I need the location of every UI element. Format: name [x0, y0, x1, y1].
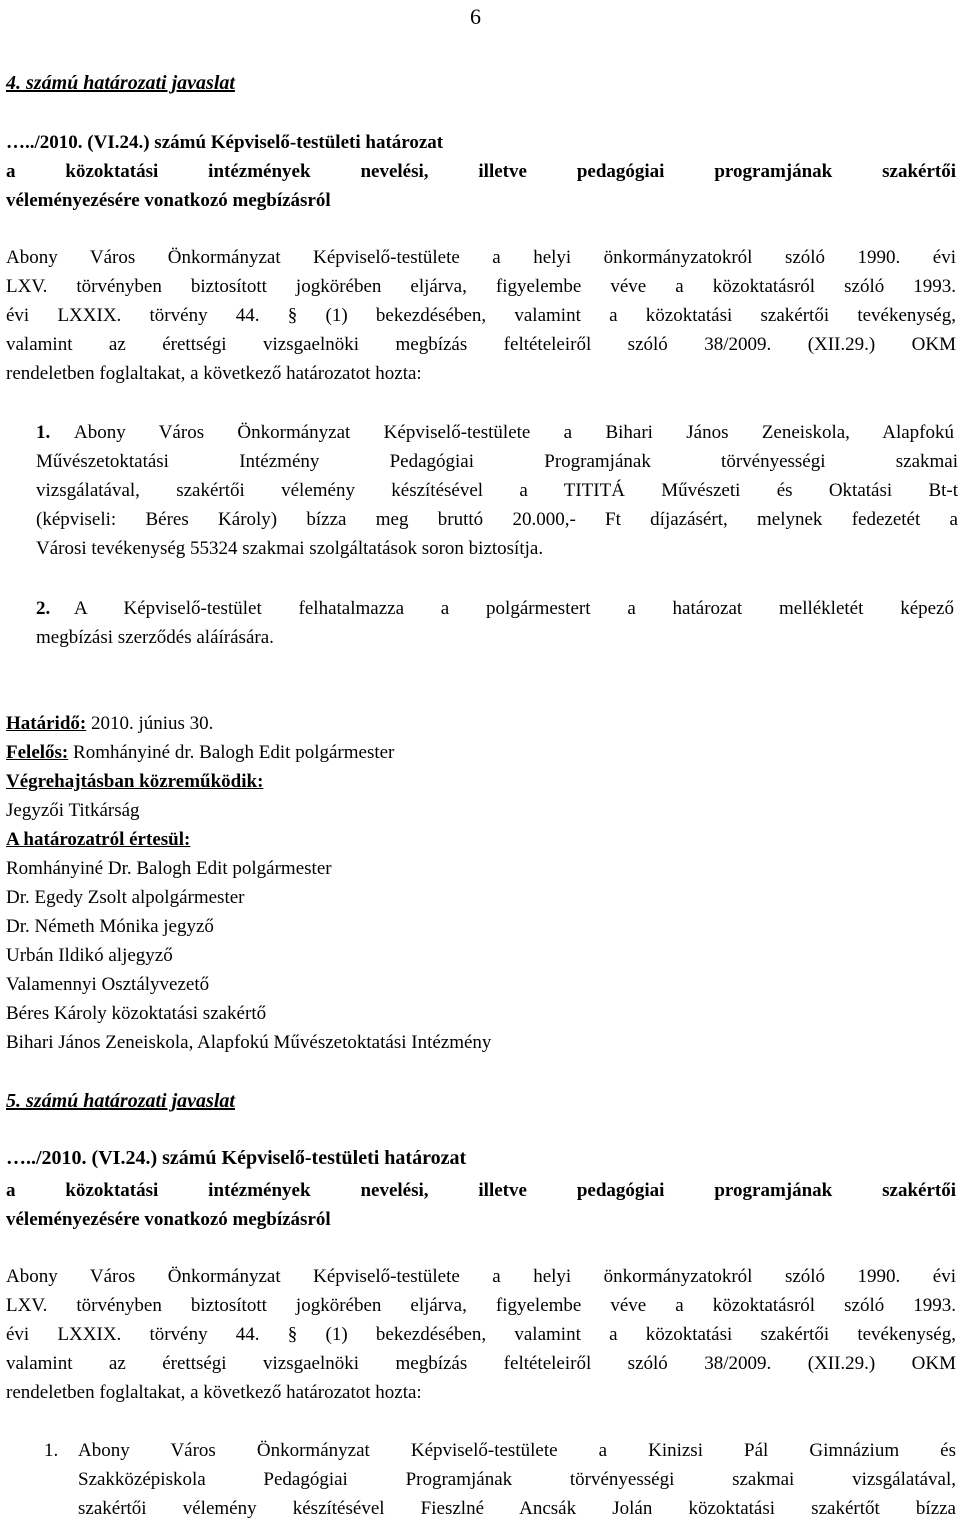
section4-title-line1: …../2010. (VI.24.) számú Képviselő-testületi határozat	[6, 132, 444, 153]
deadline-value: 2010. június 30.	[86, 713, 214, 734]
deadline-row	[6, 709, 213, 738]
section4-heading: 4. számú határozati javaslat	[6, 72, 235, 94]
notified-label	[6, 825, 190, 854]
section4-item1-line4: (képviseli: Béres Károly) bízza meg bruttó 20.000,- Ft díjazásért, melynek fedezetét a	[36, 509, 958, 530]
section5-title-line3: véleményezésére vonatkozó megbízásról	[6, 1209, 331, 1230]
notified-item: Béres Károly közoktatási szakértő	[6, 1003, 267, 1024]
section5-intro-line2: LXV. törvényben biztosított jogkörében eljárva, figyelembe véve a közoktatásról szóló 1993.	[6, 1295, 956, 1316]
deadline-label: Határidő:	[6, 713, 87, 734]
responsible-label: Felelős:	[6, 742, 69, 763]
section5-heading: 5. számú határozati javaslat	[6, 1090, 235, 1112]
participants-label	[6, 767, 263, 796]
section4-item1	[36, 418, 958, 568]
notified-item: Urbán Ildikó aljegyző	[6, 945, 173, 966]
section5-item1	[44, 1436, 956, 1525]
section4-item2-number: 2.	[36, 598, 51, 619]
section4-intro-line4: valamint az érettségi vizsgaelnöki megbízás feltételeiről szóló 38/2009. (XII.29.) OKM	[6, 334, 956, 355]
section5-intro-line4: valamint az érettségi vizsgaelnöki megbízás feltételeiről szóló 38/2009. (XII.29.) OKM	[6, 1353, 956, 1374]
notified-list	[6, 854, 491, 1057]
section4-item1-line3: vizsgálatával, szakértői vélemény készítésével a TITITÁ Művészeti és Oktatási Bt-t	[36, 480, 958, 501]
section5-item1-number: 1.	[44, 1440, 59, 1461]
responsible-value: Romhányiné dr. Balogh Edit polgármester	[68, 742, 395, 763]
section5-item1-line1: Abony Város Önkormányzat Képviselő-testülete a Kinizsi Pál Gimnázium és	[78, 1440, 956, 1461]
notified-item: Valamennyi Osztályvezető	[6, 974, 210, 995]
section4-intro-line2: LXV. törvényben biztosított jogkörében eljárva, figyelembe véve a közoktatásról szóló 1993.	[6, 276, 956, 297]
responsible-row	[6, 738, 394, 767]
section5-intro-line1: Abony Város Önkormányzat Képviselő-testülete a helyi önkormányzatokról szóló 1990. évi	[6, 1266, 956, 1287]
section5-intro-line3: évi LXXIX. törvény 44. § (1) bekezdésében, valamint a közoktatási szakértői tevékenység,	[6, 1324, 956, 1345]
section5-item1-line2: Szakközépiskola Pedagógiai Programjának törvényességi szakmai vizsgálatával,	[78, 1469, 956, 1490]
participants-label-text: Végrehajtásban közreműködik:	[6, 771, 264, 792]
section5-intro	[6, 1262, 956, 1407]
section4-intro-line5: rendeletben foglaltakat, a következő határozatot hozta:	[6, 363, 422, 384]
section4-intro	[6, 243, 956, 388]
section5-title-line2: a közoktatási intézmények nevelési, illetve pedagógiai programjának szakértői	[6, 1180, 956, 1201]
section4-item1-line5: Városi tevékenység 55324 szakmai szolgáltatások soron biztosítja.	[36, 538, 544, 559]
notified-item: Dr. Németh Mónika jegyző	[6, 916, 214, 937]
section4-intro-line3: évi LXXIX. törvény 44. § (1) bekezdésében, valamint a közoktatási szakértői tevékenység,	[6, 305, 956, 326]
section5-title	[6, 1176, 956, 1234]
section4-item2-line1: A Képviselő-testület felhatalmazza a polgármestert a határozat mellékletét képező	[74, 598, 954, 619]
notified-item: Bihari János Zeneiskola, Alapfokú Művészetoktatási Intézmény	[6, 1032, 492, 1053]
section4-title-line2: a közoktatási intézmények nevelési, illetve pedagógiai programjának szakértői	[6, 161, 956, 182]
section4-title-line3: véleményezésére vonatkozó megbízásról	[6, 190, 331, 211]
section5-intro-line5: rendeletben foglaltakat, a következő határozatot hozta:	[6, 1382, 422, 1403]
notified-item: Romhányiné Dr. Balogh Edit polgármester	[6, 858, 332, 879]
section5-title-line1: …../2010. (VI.24.) számú Képviselő-testületi határozat	[6, 1147, 467, 1169]
section4-item1-number: 1.	[36, 422, 51, 443]
participants-value: Jegyzői Titkárság	[6, 800, 140, 821]
section4-title	[6, 128, 956, 215]
section4-item1-line1: Abony Város Önkormányzat Képviselő-testülete a Bihari János Zeneiskola, Alapfokú	[74, 422, 954, 443]
section4-item2-line2: megbízási szerződés aláírására.	[36, 627, 274, 648]
page-number: 6	[470, 4, 481, 29]
notified-item: Dr. Egedy Zsolt alpolgármester	[6, 887, 245, 908]
section4-item1-line2: Művészetoktatási Intézmény Pedagógiai Programjának törvényességi szakmai	[36, 451, 958, 472]
section4-intro-line1: Abony Város Önkormányzat Képviselő-testülete a helyi önkormányzatokról szóló 1990. évi	[6, 247, 956, 268]
notified-label-text: A határozatról értesül:	[6, 829, 191, 850]
section5-item1-line3: szakértői vélemény készítésével Fieszlné Ancsák Jolán közoktatási szakértőt bízza	[78, 1498, 956, 1519]
section4-item2	[36, 594, 958, 654]
